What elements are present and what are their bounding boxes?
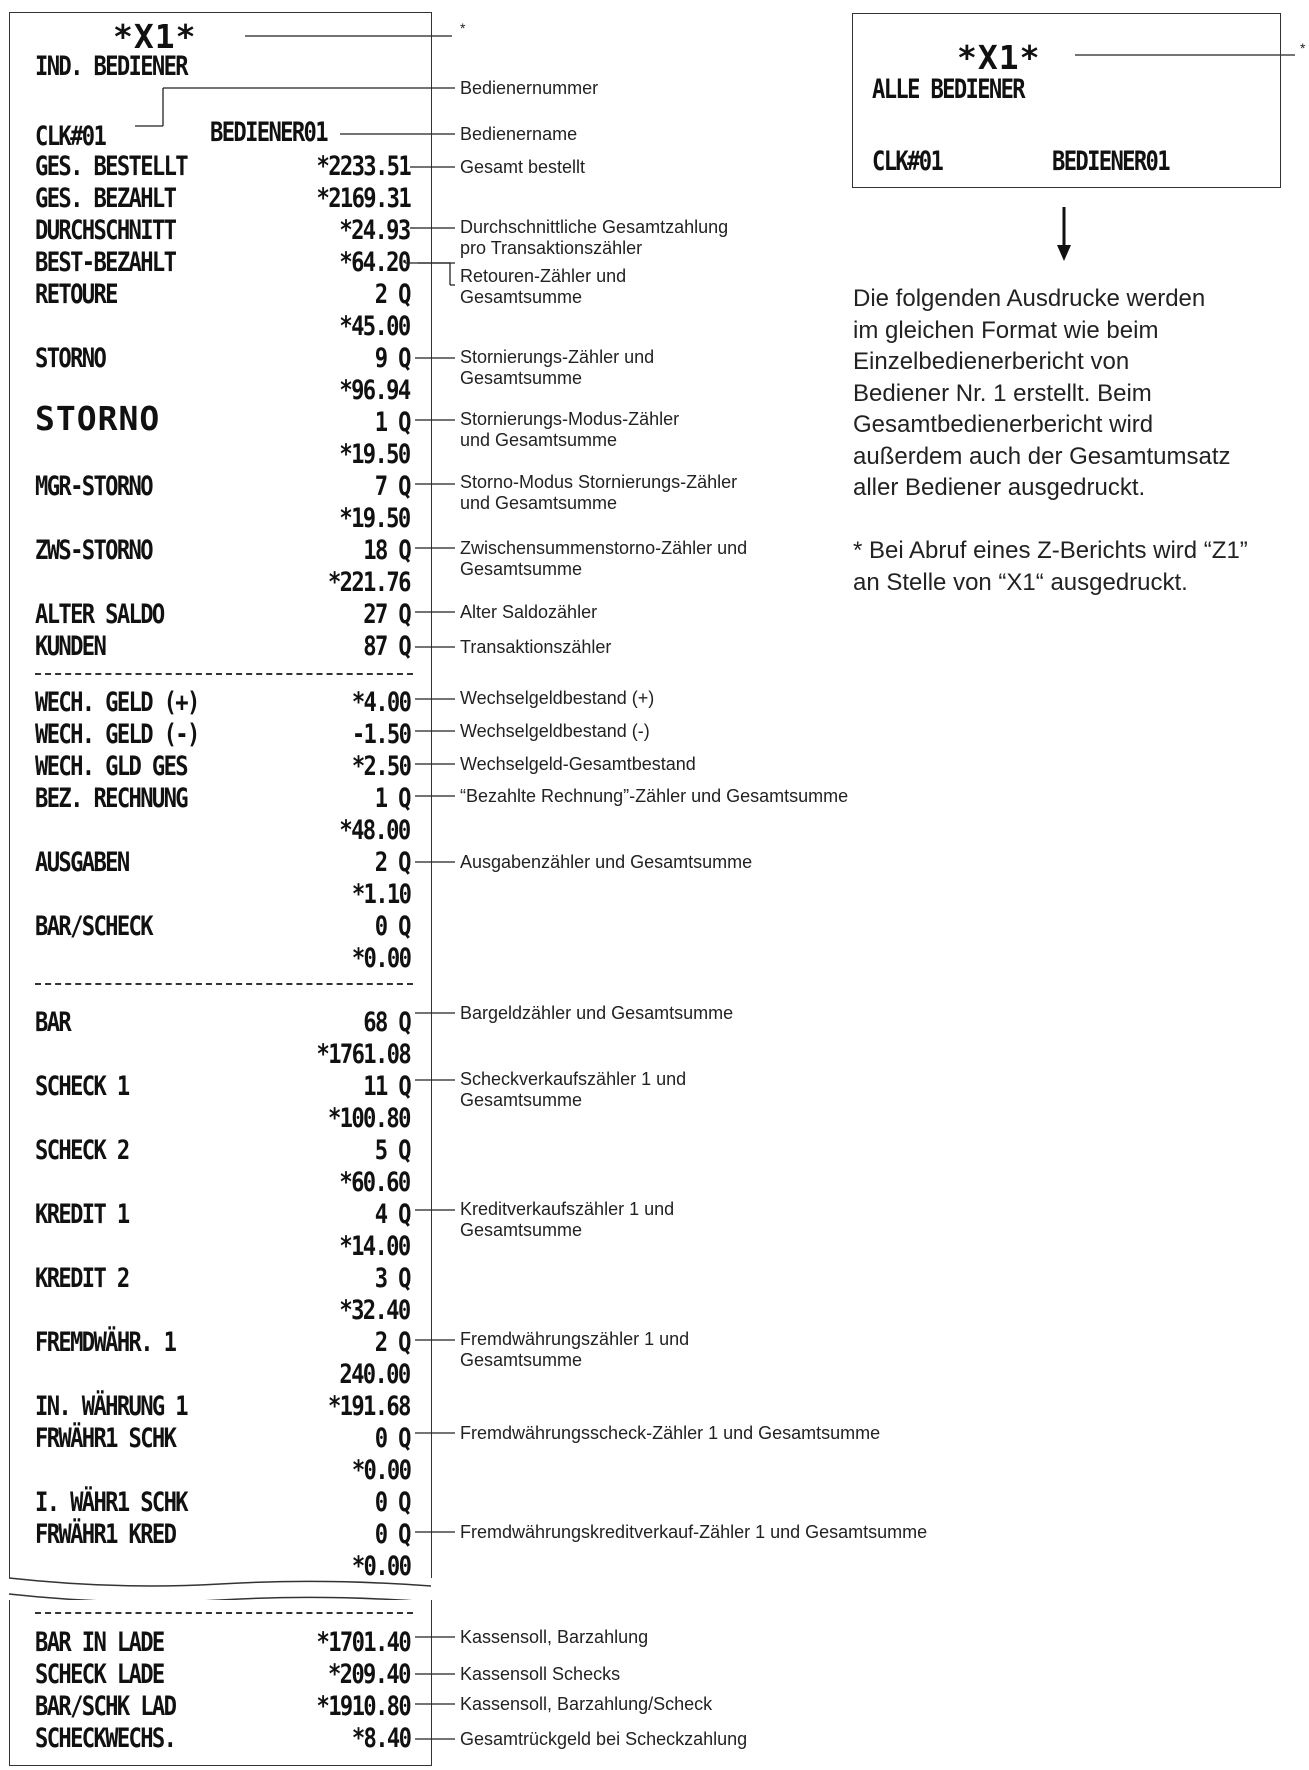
receipt-row-value: *0.00: [351, 1551, 410, 1582]
receipt-row-label: WECH. GLD GES: [35, 751, 187, 782]
receipt-row-label: BAR/SCHECK: [35, 911, 152, 942]
receipt-row-value: 9 Q: [374, 343, 410, 374]
annotation-label: *: [460, 20, 466, 36]
receipt-row-label: BAR: [35, 1007, 71, 1038]
receipt-row-value: 240.00: [339, 1359, 410, 1390]
annotation-label: Bargeldzähler und Gesamtsumme: [460, 1003, 734, 1023]
annotation-label: Fremdwährungsscheck-Zähler 1 und Gesamtsumme: [460, 1423, 881, 1443]
annotation-label: Gesamt bestellt: [460, 157, 586, 177]
receipt-row-value: *1.10: [351, 879, 410, 910]
receipt-row-label: FREMDWÄHR. 1: [35, 1327, 176, 1358]
receipt-row-value: *0.00: [351, 943, 410, 974]
receipt-row-label: ZWS-STORNO: [35, 535, 152, 566]
annotation-label: Wechselgeldbestand (-): [460, 721, 650, 741]
receipt-bottom-label: BAR/SCHK LAD: [35, 1691, 176, 1722]
receipt-row-label: I. WÄHR1 SCHK: [35, 1487, 187, 1518]
receipt-row-value: -1.50: [351, 719, 410, 750]
receipt-header: *X1*: [113, 17, 197, 56]
receipt-row-value: *45.00: [339, 311, 410, 342]
receipt-row-label: WECH. GELD (-): [35, 719, 199, 750]
receipt-row-value: 18 Q: [363, 535, 410, 566]
receipt-row-value: *0.00: [351, 1455, 410, 1486]
receipt-bottom-label: BAR IN LADE: [35, 1627, 164, 1658]
annotation-label: Bedienernummer: [460, 78, 599, 98]
receipt-row-label: FRWÄHR1 SCHK: [35, 1423, 176, 1454]
receipt-bottom-value: *8.40: [351, 1723, 410, 1754]
description-paragraph: Die folgenden Ausdrucke werden im gleichen Format wie beim Einzelbedienerbericht von Bediener Nr. 1 erstellt. Beim Gesamtbedienerbericht wird außerdem auch der Gesamtumsatz aller Bediener ausgedruckt.: [853, 285, 1231, 501]
annotation-label: Durchschnittliche Gesamtzahlung pro Transaktionszähler: [460, 217, 729, 258]
receipt-row-value: 0 Q: [374, 1519, 410, 1550]
receipt-row-label: KUNDEN: [35, 631, 106, 662]
annotation-label: Fremdwährungskreditverkauf-Zähler 1 und Gesamtsumme: [460, 1522, 928, 1542]
receipt-row-value: 1 Q: [374, 783, 410, 814]
receipt-row-value: *2233.51: [316, 151, 410, 182]
receipt-row-label: SCHECK 1: [35, 1071, 129, 1102]
receipt-row-label: DURCHSCHNITT: [35, 215, 176, 246]
receipt-row-value: 0 Q: [374, 911, 410, 942]
receipt-row-value: *96.94: [339, 375, 410, 406]
receipt-row-value: *2.50: [351, 751, 410, 782]
receipt-row-label: FRWÄHR1 KRED: [35, 1519, 176, 1550]
annotation-label: Kassensoll, Barzahlung: [460, 1627, 649, 1647]
receipt-bottom-value: *1910.80: [316, 1691, 410, 1722]
receipt-row-label: KREDIT 2: [35, 1263, 129, 1294]
receipt-row-label: AUSGABEN: [35, 847, 129, 878]
receipt-row-value: 11 Q: [363, 1071, 410, 1102]
receipt-row-value: 87 Q: [363, 631, 410, 662]
all-asterisk: *: [1300, 40, 1306, 56]
annotation-label: Wechselgeldbestand (+): [460, 688, 655, 708]
annotation-label: Kreditverkaufszähler 1 und Gesamtsumme: [460, 1199, 675, 1240]
clerk-name: BEDIENER01: [210, 117, 327, 148]
receipt-row-value: *48.00: [339, 815, 410, 846]
receipt-row-value: 3 Q: [374, 1263, 410, 1294]
all-clerk-number: CLK#01: [872, 146, 943, 177]
receipt-row-value: *1761.08: [316, 1039, 410, 1070]
receipt-row-value: 4 Q: [374, 1199, 410, 1230]
receipt-row-label: WECH. GELD (+): [35, 687, 199, 718]
clerk-number: CLK#01: [35, 121, 106, 152]
footnote: * Bei Abruf eines Z-Berichts wird “Z1” an Stelle von “X1“ ausgedruckt.: [853, 537, 1248, 596]
annotation-label: Transaktionszähler: [460, 637, 612, 657]
annotation-label: Bedienername: [460, 124, 578, 144]
annotation-label: Wechselgeld-Gesamtbestand: [460, 754, 696, 774]
receipt-row-value: 0 Q: [374, 1423, 410, 1454]
receipt-row-label: SCHECK 2: [35, 1135, 129, 1166]
down-arrow-icon: [1054, 205, 1074, 265]
receipt-row-value: 2 Q: [374, 279, 410, 310]
receipt-row-label: IN. WÄHRUNG 1: [35, 1391, 187, 1422]
receipt-bottom-value: *209.40: [328, 1659, 410, 1690]
receipt-row-label: RETOURE: [35, 279, 117, 310]
annotation-label: Zwischensummenstorno-Zähler und Gesamtsumme: [460, 538, 748, 579]
receipt-title: IND. BEDIENER: [35, 51, 187, 82]
receipt-row-label: GES. BEZAHLT: [35, 183, 176, 214]
all-receipt-title: ALLE BEDIENER: [872, 74, 1024, 105]
receipt-row-value: 0 Q: [374, 1487, 410, 1518]
annotation-label: Stornierungs-Zähler und Gesamtsumme: [460, 347, 655, 388]
receipt-row-label: BEZ. RECHNUNG: [35, 783, 187, 814]
annotation-label: Retouren-Zähler und Gesamtsumme: [460, 266, 627, 307]
receipt-row-value: *19.50: [339, 503, 410, 534]
receipt-row-value: 2 Q: [374, 847, 410, 878]
receipt-row-label: MGR-STORNO: [35, 471, 152, 502]
receipt-row-value: 1 Q: [374, 407, 410, 438]
receipt-bottom-label: SCHECKWECHS.: [35, 1723, 176, 1754]
receipt-row-value: 2 Q: [374, 1327, 410, 1358]
all-clerk-name: BEDIENER01: [1052, 146, 1169, 177]
receipt-row-value: *24.93: [339, 215, 410, 246]
annotation-label: Stornierungs-Modus-Zähler und Gesamtsumme: [460, 409, 680, 450]
receipt-row-value: 68 Q: [363, 1007, 410, 1038]
receipt-bottom-value: *1701.40: [316, 1627, 410, 1658]
annotation-label: Ausgabenzähler und Gesamtsumme: [460, 852, 753, 872]
all-receipt-header: *X1*: [957, 38, 1041, 77]
receipt-row-value: *191.68: [328, 1391, 410, 1422]
receipt-row-value: 5 Q: [374, 1135, 410, 1166]
receipt-row-value: *221.76: [328, 567, 410, 598]
receipt-row-value: *2169.31: [316, 183, 410, 214]
receipt-row-value: *32.40: [339, 1295, 410, 1326]
annotation-label: Kassensoll Schecks: [460, 1664, 621, 1684]
receipt-row-label: ALTER SALDO: [35, 599, 164, 630]
receipt-row-value: 7 Q: [374, 471, 410, 502]
receipt-bottom-label: SCHECK LADE: [35, 1659, 164, 1690]
receipt-row-value: *19.50: [339, 439, 410, 470]
receipt-row-label: STORNO: [35, 343, 106, 374]
receipt-row-label: KREDIT 1: [35, 1199, 129, 1230]
receipt-row-value: *4.00: [351, 687, 410, 718]
receipt-row-value: *14.00: [339, 1231, 410, 1262]
annotation-label: Scheckverkaufszähler 1 und Gesamtsumme: [460, 1069, 687, 1110]
receipt-row-value: *64.20: [339, 247, 410, 278]
receipt-row-label: STORNO: [35, 399, 161, 438]
annotation-label: Fremdwährungszähler 1 und Gesamtsumme: [460, 1329, 690, 1370]
annotation-label: Kassensoll, Barzahlung/Scheck: [460, 1694, 713, 1714]
receipt-row-label: BEST-BEZAHLT: [35, 247, 176, 278]
annotation-label: Storno-Modus Stornierungs-Zähler und Gesamtsumme: [460, 472, 738, 513]
annotation-label: Gesamtrückgeld bei Scheckzahlung: [460, 1729, 748, 1749]
receipt-row-value: 27 Q: [363, 599, 410, 630]
annotation-label: Alter Saldozähler: [460, 602, 598, 622]
annotation-label: “Bezahlte Rechnung”-Zähler und Gesamtsumme: [460, 786, 849, 806]
receipt-row-label: GES. BESTELLT: [35, 151, 187, 182]
receipt-row-value: *60.60: [339, 1167, 410, 1198]
receipt-row-value: *100.80: [328, 1103, 410, 1134]
